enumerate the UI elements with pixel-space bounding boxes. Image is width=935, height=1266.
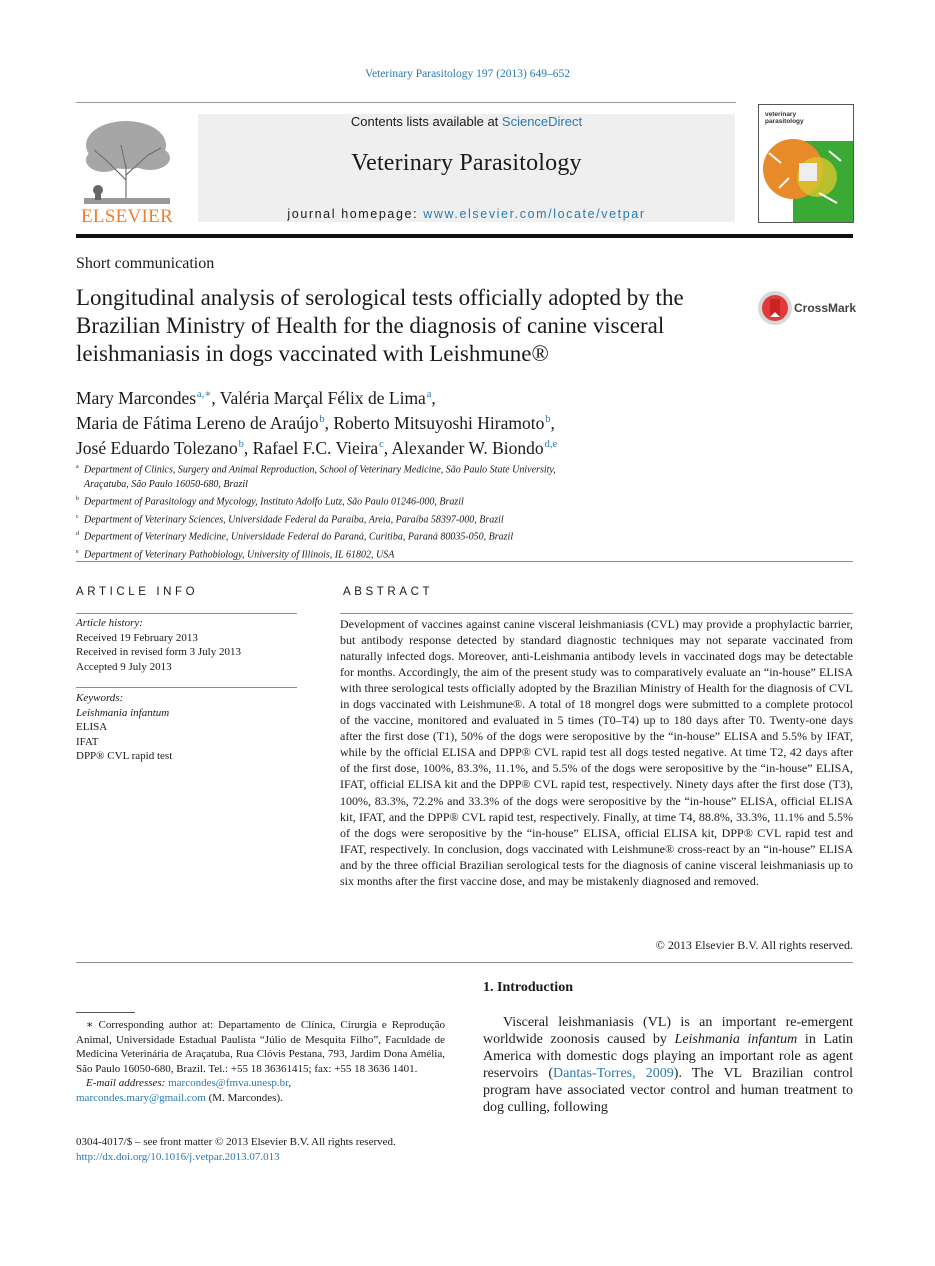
affiliation-label: b — [76, 495, 79, 502]
contents-line — [198, 114, 735, 129]
intro-text: ). The VL Brazilian control program have associated vector control and human treatment to dog culling, following — [483, 1066, 853, 1116]
affiliation-text: Department of Clinics, Surgery and Animal Reproduction, School of Veterinary Medicine, São Paulo State University, — [84, 464, 556, 476]
affiliation-item — [76, 545, 736, 563]
affiliation-text: Araçatuba, São Paulo 16050-680, Brazil — [84, 478, 248, 490]
abstract-copyright: © 2013 Elsevier B.V. All rights reserved. — [655, 938, 853, 952]
abstract-text: Development of vaccines against canine visceral leishmaniasis (CVL) may provide a prophylactic barrier, but antibody response detected by standard diagnostic techniques may not separate vaccinated from naturally infected dogs. Moreover, anti-Leishmania antibody levels in vaccinated dogs may be detectable for months. Accordingly, the aim of the present study was to comparatively evaluate an “in-house” ELISA with three serological tests officially adopted by the Brazilian Ministry of Health for the diagnosis of CVL in dogs vaccinated with Leishmune®. A total of 18 mongrel dogs were submitted to a complete protocol of the vaccine, monitored and evaluated in 5 times (T0–T4) up to 180 days after T0. Twenty-one days after the first dose (T1), 50% of the dogs were seropositive by the “in-house” ELISA and 5.5% by IFAT, while by the official ELISA and DPP® CVL rapid test all dogs tested negative. At time T2, 42 days after of the first dose, 100%, 83.3%, 11.1%, and 5.5% of the dogs were seropositive by the “in-house” ELISA, IFAT, official ELISA kit and the DPP® CVL rapid test, respectively. Ninety days after the first dose (T3), 100%, 83.3%, 72.2% and 33.3% of the dogs were seropositive by the “in-house” ELISA, official ELISA kit, IFAT, and the DPP® CVL rapid test, respectively. Finally, at time T4, 88.8%, 33.3%, 11.1% and 5.5% of the dogs were seropositive by the “in-house” ELISA, official ELISA kit, DPP® CVL rapid test and IFAT, respectively. In conclusion, dogs vaccinated with Leishmune® cross-react by an “in-house” ELISA and by the three official Brazilian serological tests for the diagnosis of canine visceral leishmaniasis up to six months after the first vaccine dose, and may be mistakenly diagnosed and removed. — [340, 617, 853, 888]
author-line-3 — [76, 434, 776, 459]
introduction-paragraph — [483, 1014, 853, 1117]
author-affiliation-mark[interactable]: c — [379, 438, 384, 450]
affiliation-label: a — [76, 464, 79, 470]
author-name[interactable]: Rafael F.C. Vieira — [252, 437, 379, 458]
author-affiliation-mark[interactable]: b — [319, 413, 325, 425]
author-name[interactable]: Mary Marcondes — [76, 387, 197, 408]
introduction-heading: 1. Introduction — [483, 980, 573, 995]
author-name[interactable]: Roberto Mitsuyoshi Hiramoto — [333, 412, 545, 433]
keyword-item: Leishmania infantum — [76, 706, 170, 719]
author-affiliation-mark[interactable]: a — [426, 389, 432, 400]
author-separator: , — [383, 437, 392, 458]
abstract-divider — [340, 613, 853, 614]
publisher-wordmark: ELSEVIER — [80, 206, 174, 227]
crossmark-label[interactable]: CrossMark — [794, 301, 857, 315]
history-label: Article history: — [76, 617, 143, 629]
affiliation-item — [76, 460, 736, 478]
reference-link[interactable]: Dantas-Torres, 2009 — [553, 1066, 674, 1082]
revised-date: Received in revised form 3 July 2013 — [76, 646, 241, 659]
journal-cover — [758, 104, 854, 223]
author-name[interactable]: José Eduardo Tolezano — [76, 437, 238, 458]
cover-artwork — [759, 133, 853, 222]
footnote-text: ∗ Corresponding author at: Departamento de Clínica, Cirurgia e Reprodução Animal, Universidade Estadual Paulista “Júlio de Mesquita Filho”, Faculdade de Medicina Veterinária de Araçatuba, Rua Clóvis Pestana, 793, Jardim Dona Amélia, São Paulo 16050-680, Brazil. Tel.: +55 18 36361415; fax: +55 18 3636 1401. — [76, 1019, 445, 1075]
author-separator: , — [431, 387, 436, 408]
front-matter-line: 0304-4017/$ – see front matter © 2013 Elsevier B.V. All rights reserved. — [76, 1136, 396, 1148]
footnote-emails: E-mail addresses: marcondes@fmva.unesp.br, marcondes.mary@gmail.com (M. Marcondes). — [76, 1077, 292, 1104]
email-label: E-mail addresses: — [86, 1077, 169, 1089]
journal-homepage — [198, 207, 735, 221]
affiliation-list — [76, 460, 736, 562]
abstract-bottom-divider — [76, 962, 853, 963]
author-separator: , — [211, 387, 220, 408]
affiliation-item — [76, 510, 736, 528]
keywords-label: Keywords: — [76, 692, 124, 704]
author-line-1 — [76, 384, 776, 409]
affiliation-item — [76, 478, 736, 492]
intro-text: in Latin America with domestic dogs playing an important role as agent reservoirs ( — [483, 1032, 854, 1082]
article-history — [76, 616, 297, 674]
affiliation-text: Department of Veterinary Pathobiology, University of Illinois, IL 61802, USA — [84, 549, 395, 561]
author-affiliation-mark[interactable]: a,∗ — [196, 389, 212, 400]
email-link[interactable]: marcondes@fmva.unesp.br — [168, 1077, 289, 1089]
intro-text: Visceral leishmaniasis (VL) is an important re-emergent worldwide zoonosis caused by — [483, 1015, 853, 1048]
author-affiliation-mark[interactable]: d,e — [544, 438, 558, 450]
author-name[interactable]: Alexander W. Biondo — [391, 437, 544, 458]
author-name[interactable]: Valéria Marçal Félix de Lima — [219, 387, 426, 408]
affiliation-text: Department of Veterinary Sciences, Universidade Federal da Paraíba, Areia, Paraíba 58397-000, Brazil — [84, 513, 504, 525]
affiliation-label: d — [76, 531, 79, 538]
header-thick-rule — [76, 234, 853, 238]
affiliation-label: e — [76, 548, 79, 555]
journal-citation: Veterinary Parasitology 197 (2013) 649–652 — [364, 68, 571, 80]
author-separator: , — [324, 412, 334, 433]
homepage-link[interactable]: www.elsevier.com/locate/vetpar — [423, 207, 646, 221]
author-line-2 — [76, 409, 776, 434]
affiliation-label: c — [76, 513, 79, 520]
section-divider — [76, 561, 853, 562]
author-list — [76, 384, 776, 458]
article-info-divider — [76, 613, 297, 614]
contents-prefix: Contents lists available at — [350, 114, 502, 129]
accepted-date: Accepted 9 July 2013 — [76, 660, 172, 673]
keywords — [76, 691, 297, 764]
affiliation-item — [76, 492, 736, 510]
keywords-divider — [76, 687, 297, 688]
abstract-heading: ABSTRACT — [343, 586, 434, 598]
corresponding-author-footnote — [76, 1018, 445, 1105]
received-date: Received 19 February 2013 — [76, 631, 198, 644]
sciencedirect-link[interactable]: ScienceDirect — [501, 114, 583, 129]
homepage-label: journal homepage: — [287, 207, 424, 221]
intro-species: Leishmania infantum — [674, 1032, 798, 1048]
issn-block — [76, 1135, 396, 1164]
header-divider — [76, 102, 736, 103]
cover-title: veterinary parasitology — [765, 111, 804, 125]
keyword-item: ELISA — [76, 721, 108, 734]
journal-title: Veterinary Parasitology — [351, 150, 582, 176]
keyword-item: DPP® CVL rapid test — [76, 750, 173, 763]
footnote-rule — [76, 1012, 135, 1013]
article-info-heading: ARTICLE INFO — [76, 586, 199, 598]
author-affiliation-mark[interactable]: b — [545, 413, 551, 425]
author-name[interactable]: Maria de Fátima Lereno de Araújo — [76, 412, 319, 433]
affiliation-text: Department of Veterinary Medicine, Universidade Federal do Paraná, Curitiba, Paraná 80035-050, Brazil — [84, 531, 514, 543]
article-type: Short communication — [76, 255, 215, 272]
affiliation-item — [76, 527, 736, 545]
author-affiliation-mark[interactable]: b — [238, 438, 244, 450]
keyword-item: IFAT — [76, 735, 99, 748]
affiliation-text: Department of Parasitology and Mycology, Instituto Adolfo Lutz, São Paulo 01246-000, Brazil — [84, 496, 464, 508]
email-link[interactable]: marcondes.mary@gmail.com — [76, 1091, 206, 1104]
article-title: Longitudinal analysis of serological tests officially adopted by the Brazilian Ministry of Health for the diagnosis of canine visceral leishmaniasis in dogs vaccinated with Leishmune® — [76, 285, 684, 366]
email-suffix: (M. Marcondes). — [205, 1091, 283, 1104]
author-separator: , — [243, 437, 253, 458]
doi-link[interactable]: http://dx.doi.org/10.1016/j.vetpar.2013.07.013 — [76, 1150, 280, 1163]
author-separator: , — [550, 412, 555, 433]
